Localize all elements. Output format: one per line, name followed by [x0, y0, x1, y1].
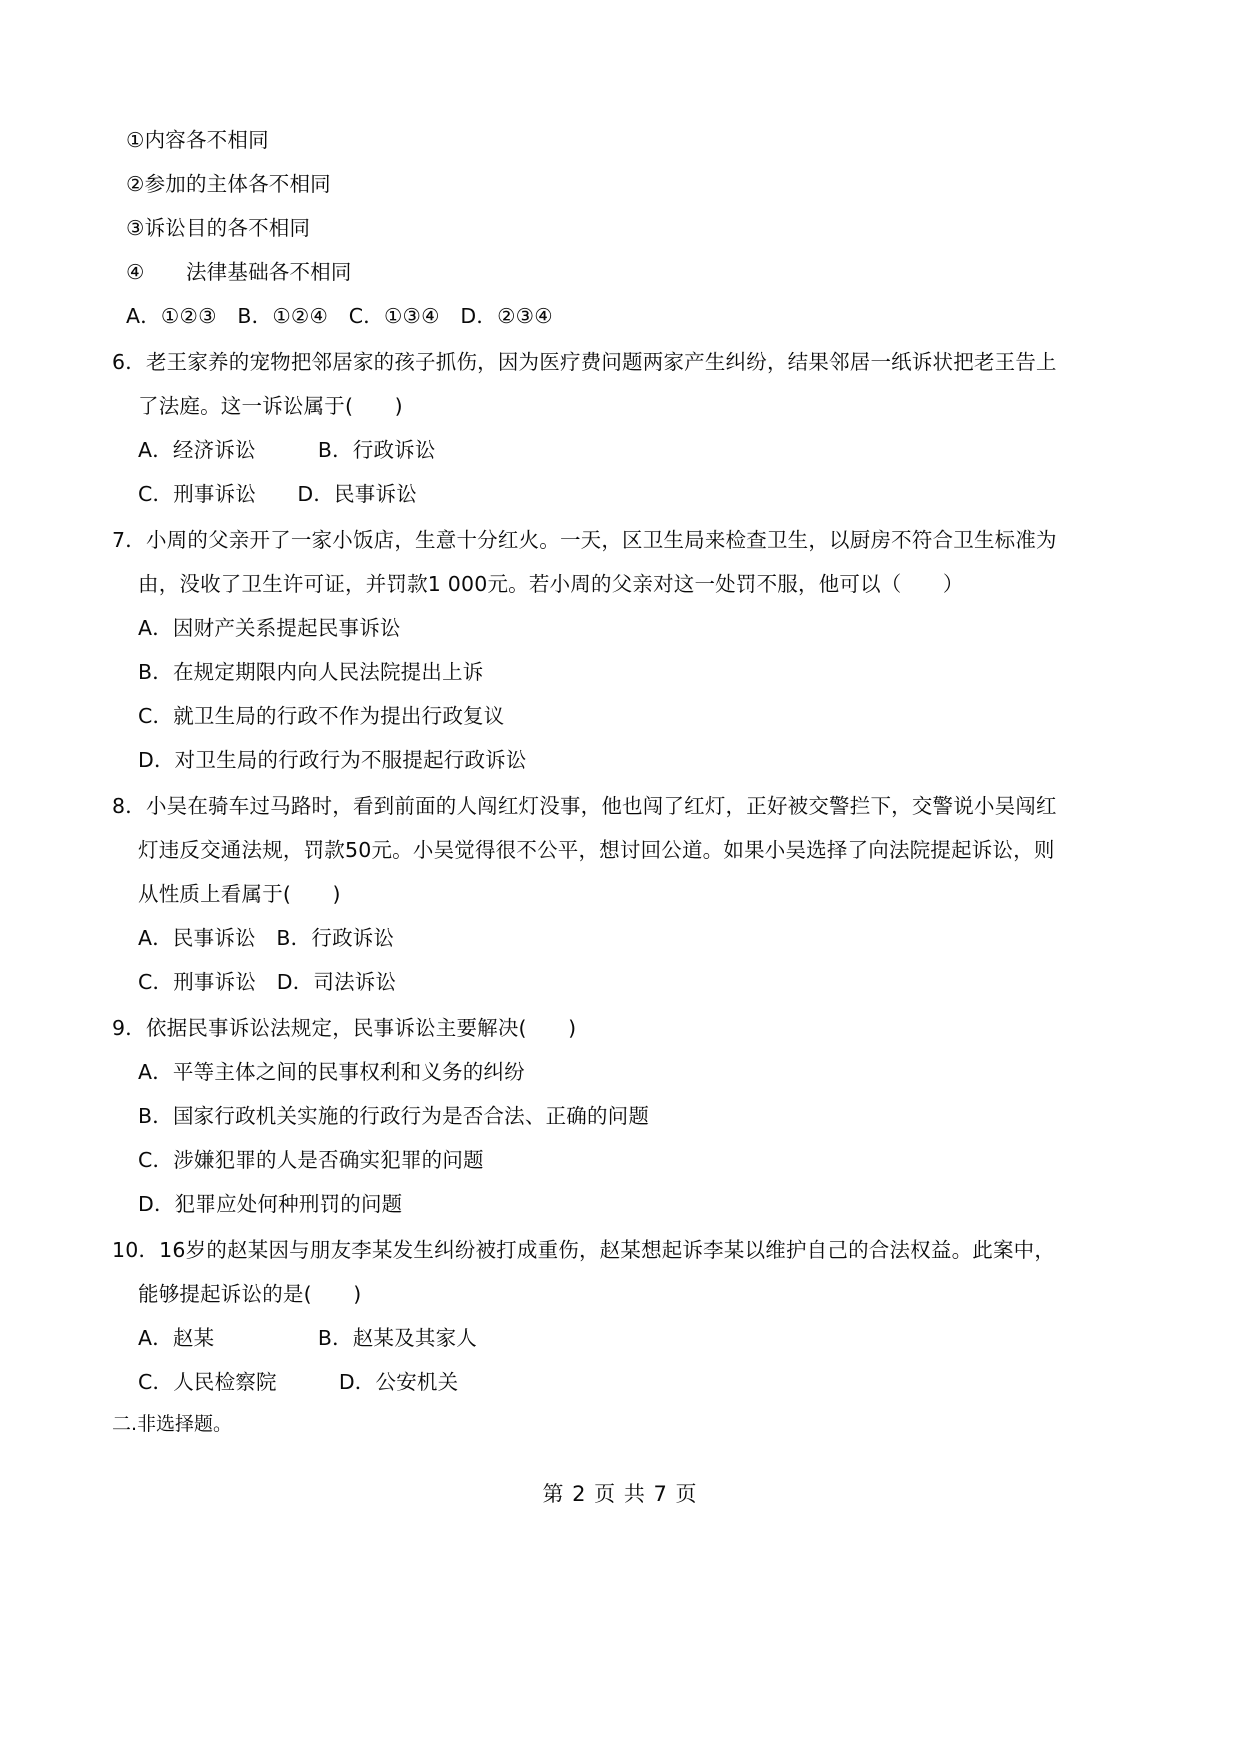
- question-10-stem-line-2: 能够提起诉讼的是( ): [138, 1282, 362, 1306]
- question-8-stem-line-3: 从性质上看属于( ): [138, 882, 341, 906]
- question-7-option-c: C．就卫生局的行政不作为提出行政复议: [138, 704, 505, 728]
- carryover-option-3: ③诉讼目的各不相同: [126, 216, 311, 240]
- carryover-option-4: ④ 法律基础各不相同: [126, 260, 352, 284]
- question-7-stem-line-1: 7．小周的父亲开了一家小饭店，生意十分红火。一天，区卫生局来检查卫生，以厨房不符合卫生标准为: [112, 528, 1057, 552]
- question-8-options-ab: A．民事诉讼 B．行政诉讼: [138, 926, 395, 950]
- question-9-option-b: B．国家行政机关实施的行政行为是否合法、正确的问题: [138, 1104, 650, 1128]
- question-7-option-a: A．因财产关系提起民事诉讼: [138, 616, 401, 640]
- carryover-options-group: [112, 118, 1147, 294]
- page-content: [112, 118, 1147, 1444]
- question-8: [112, 784, 1147, 1004]
- question-7-option-d: D．对卫生局的行政行为不服提起行政诉讼: [138, 748, 527, 772]
- carryover-option-1: ①内容各不相同: [126, 128, 269, 152]
- question-7-stem-line-2: 由，没收了卫生许可证，并罚款1 000元。若小周的父亲对这一处罚不服，他可以（ ）: [138, 572, 964, 596]
- question-9-stem-line-1: 9．依据民事诉讼法规定，民事诉讼主要解决( ): [112, 1016, 577, 1040]
- question-6-options-cd: C．刑事诉讼 D．民事诉讼: [138, 482, 417, 506]
- question-8-options-cd: C．刑事诉讼 D．司法诉讼: [138, 970, 397, 994]
- question-6-options-ab: A．经济诉讼 B．行政诉讼: [138, 438, 436, 462]
- section-two-heading: 二.非选择题。: [112, 1413, 233, 1435]
- question-7-option-b: B．在规定期限内向人民法院提出上诉: [138, 660, 484, 684]
- question-6: [112, 340, 1147, 516]
- page-footer: 第 2 页 共 7 页: [542, 1482, 698, 1506]
- question-6-stem-line-1: 6．老王家养的宠物把邻居家的孩子抓伤，因为医疗费问题两家产生纠纷，结果邻居一纸诉状把老王告上: [112, 350, 1057, 374]
- question-9-option-a: A．平等主体之间的民事权利和义务的纠纷: [138, 1060, 525, 1084]
- question-8-stem-line-2: 灯违反交通法规，罚款50元。小吴觉得很不公平，想讨回公道。如果小吴选择了向法院提起诉讼，则: [138, 838, 1055, 862]
- question-10-options-ab: A．赵某 B．赵某及其家人: [138, 1326, 477, 1350]
- carryover-option-2: ②参加的主体各不相同: [126, 172, 331, 196]
- question-9-option-c: C．涉嫌犯罪的人是否确实犯罪的问题: [138, 1148, 484, 1172]
- question-8-stem-line-1: 8．小吴在骑车过马路时，看到前面的人闯红灯没事，他也闯了红灯，正好被交警拦下，交警说小吴闯红: [112, 794, 1057, 818]
- question-10: [112, 1228, 1147, 1404]
- carryover-answer-choices: A．①②③ B．①②④ C．①③④ D．②③④: [126, 304, 553, 328]
- question-6-stem-line-2: 了法庭。这一诉讼属于( ): [138, 394, 403, 418]
- question-10-options-cd: C．人民检察院 D．公安机关: [138, 1370, 459, 1394]
- question-7: [112, 518, 1147, 782]
- question-9: [112, 1006, 1147, 1226]
- question-9-option-d: D．犯罪应处何种刑罚的问题: [138, 1192, 403, 1216]
- question-10-stem-line-1: 10．16岁的赵某因与朋友李某发生纠纷被打成重伤，赵某想起诉李某以维护自己的合法权益。此案中，: [112, 1238, 1056, 1262]
